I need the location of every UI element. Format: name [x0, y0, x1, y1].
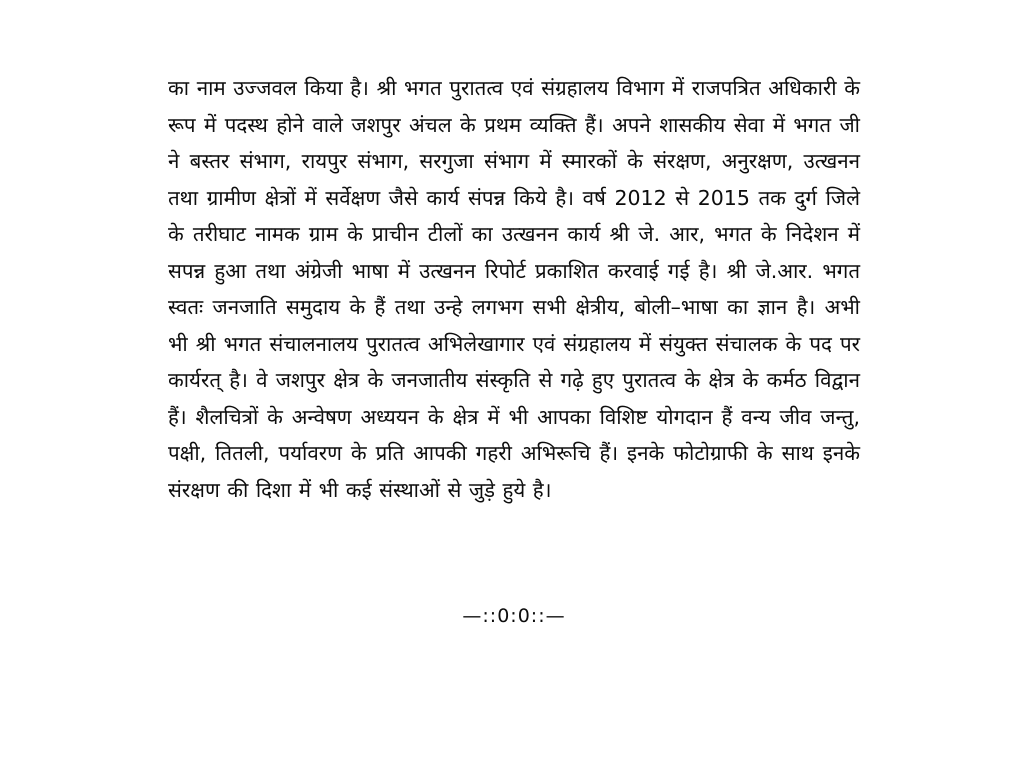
- body-paragraph: का नाम उज्जवल किया है। श्री भगत पुरातत्व एवं संग्रहालय विभाग में राजपत्रित अधिकारी के रूप में पदस्थ होने वाले जशपुर अंचल के प्रथम व्यक्ति हैं। अपने शासकीय सेवा में भगत जी ने बस्तर संभाग, रायपुर संभाग, सरगुजा संभाग में स्मारकों के संरक्षण, अनुरक्षण, उत्खनन तथा ग्रामीण क्षेत्रों में सर्वेक्षण जैसे कार्य संपन्न किये है। वर्ष 2012 से 2015 तक दुर्ग जिले के तरीघाट नामक ग्राम के प्राचीन टीलों का उत्खनन कार्य श्री जे. आर, भगत के निदेशन में सपन्न हुआ तथा अंग्रेजी भाषा में उत्खनन रिपोर्ट प्रकाशित करवाई गई है। श्री जे.आर. भगत स्वतः जनजाति समुदाय के हैं तथा उन्हे लगभग सभी क्षेत्रीय, बोली–भाषा का ज्ञान है। अभी भी श्री भगत संचालनालय पुरातत्व अभिलेखागार एवं संग्रहालय में संयुक्त संचालक के पद पर कार्यरत् है। वे जशपुर क्षेत्र के जनजातीय संस्कृति से गढ़े हुए पुरातत्व के क्षेत्र के कर्मठ विद्वान हैं। शैलचित्रों के अन्वेषण अध्ययन के क्षेत्र में भी आपका विशिष्ट योगदान हैं वन्य जीव जन्तु, पक्षी, तितली, पर्यावरण के प्रति आपकी गहरी अभिरूचि हैं। इनके फोटोग्राफी के साथ इनके संरक्षण की दिशा में भी कई संस्थाओं से जुड़े हुये है।: [168, 76, 860, 502]
- body-paragraph-block: [168, 70, 860, 508]
- closing-ornament: —::0:0::—: [462, 605, 566, 627]
